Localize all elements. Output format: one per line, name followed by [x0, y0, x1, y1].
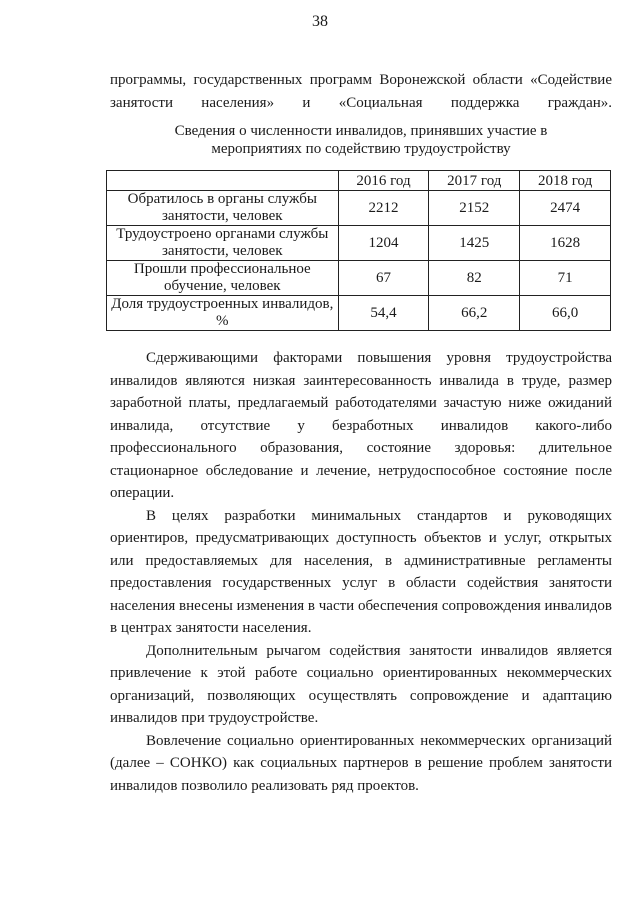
table-row [107, 226, 611, 261]
paragraph-standards: В целях разработки минимальных стандартов и руководящих ориентиров, предусматривающих доступность объектов и услуг, открытых или предоставляемых для населения, в административные регламенты предоставления государственных услуг в области содействия занятости населения внесены изменения в части обеспечения сопровождения инвалидов в центрах занятости населения. [110, 507, 612, 636]
row-label: Трудоустроено органами службы занятости, человек [107, 226, 339, 261]
paragraph-constraints: Сдерживающими факторами повышения уровня трудоустройства инвалидов являются низкая заинтересованность инвалида в труде, размер заработной платы, предлагаемый работодателями зачастую ниже ожиданий инвалида, отсутствие у безработных инвалидов какого-либо профессионального образования, состояние здоровья: длительное стационарное обследование и лечение, нетрудоспособное состояние после операции. [110, 350, 612, 501]
statistics-table [106, 170, 611, 331]
cell-value: 66,0 [520, 296, 611, 331]
cell-value: 71 [520, 261, 611, 296]
row-label: Прошли профессиональное обучение, человек [107, 261, 339, 296]
cell-value: 82 [429, 261, 520, 296]
cell-value: 1628 [520, 226, 611, 261]
table-header-2017: 2017 год [429, 171, 520, 191]
table-caption-line-2: мероприятиях по содействию трудоустройству [211, 141, 511, 157]
table-header-2016: 2016 год [338, 171, 429, 191]
cell-value: 2212 [338, 191, 429, 226]
table-row [107, 261, 611, 296]
paragraph-nonprofits: Дополнительным рычагом содействия занятости инвалидов является привлечение к этой работе социально ориентированных некоммерческих организаций, позволяющих осуществлять сопровождение и адаптацию инвалидов при трудоустройстве. [110, 642, 612, 726]
page-number: 38 [312, 13, 328, 30]
table-caption [110, 122, 612, 158]
row-label: Обратилось в органы службы занятости, человек [107, 191, 339, 226]
table-caption-line-1: Сведения о численности инвалидов, принявших участие в [174, 123, 548, 139]
cell-value: 1425 [429, 226, 520, 261]
cell-value: 67 [338, 261, 429, 296]
row-label: Доля трудоустроенных инвалидов, % [107, 296, 339, 331]
table-header-2018: 2018 год [520, 171, 611, 191]
cell-value: 1204 [338, 226, 429, 261]
table-header-row [107, 171, 611, 191]
table-row [107, 296, 611, 331]
cell-value: 54,4 [338, 296, 429, 331]
table-row [107, 191, 611, 226]
paragraph-sonko: Вовлечение социально ориентированных некоммерческих организаций (далее – СОНКО) как социальных партнеров в решение проблем занятости инвалидов позволило реализовать ряд проектов. [110, 732, 612, 794]
cell-value: 2152 [429, 191, 520, 226]
body-text [110, 347, 612, 797]
cell-value: 66,2 [429, 296, 520, 331]
intro-paragraph: программы, государственных программ Воронежской области «Содействие занятости населения» и «Социальная поддержка граждан». [110, 72, 612, 111]
table-header-empty [107, 171, 339, 191]
cell-value: 2474 [520, 191, 611, 226]
